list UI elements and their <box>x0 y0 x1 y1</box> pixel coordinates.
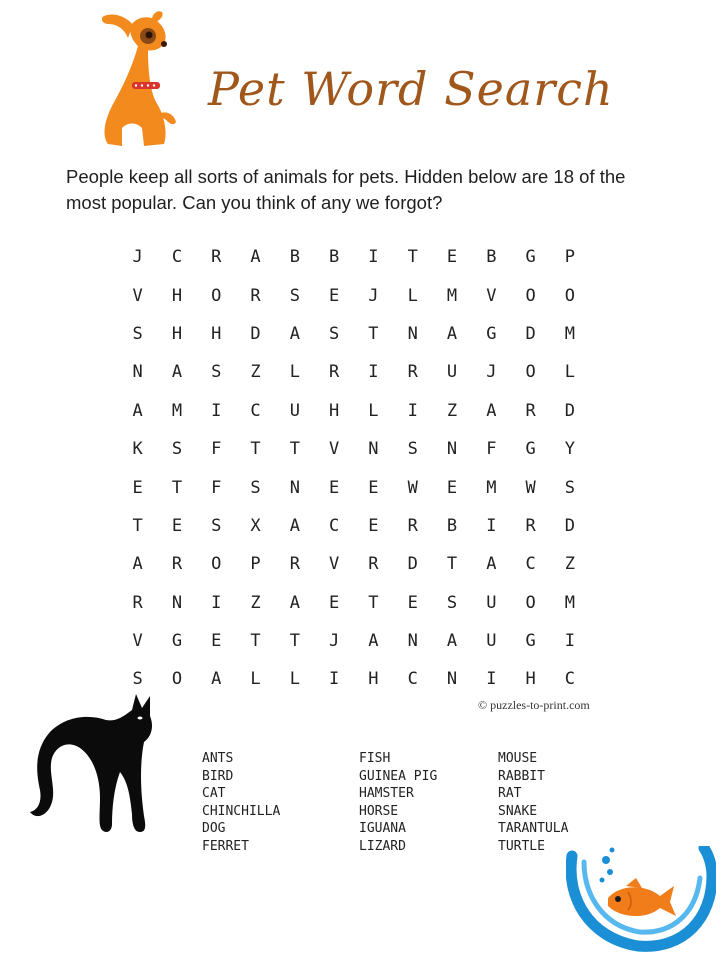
word-list-item: CHINCHILLA <box>202 803 281 819</box>
grid-letter: U <box>486 592 497 613</box>
grid-letter: T <box>446 554 458 575</box>
grid-letter: R <box>525 515 536 536</box>
word-list-column-2 <box>359 750 437 856</box>
grid-letter: Z <box>564 554 576 575</box>
grid-letter: E <box>211 631 222 652</box>
grid-letter: P <box>250 554 261 575</box>
grid-letter: P <box>564 247 576 268</box>
grid-letter: C <box>171 247 183 268</box>
grid-letter: G <box>171 631 183 652</box>
grid-letter: B <box>329 247 340 268</box>
grid-letter: N <box>132 362 143 383</box>
grid-letter: S <box>250 477 261 498</box>
grid-letter: S <box>171 439 183 460</box>
word-list-item: ANTS <box>202 751 234 766</box>
word-list-item: SNAKE <box>498 803 538 819</box>
grid-letter: A <box>289 515 300 536</box>
word-list-item: BIRD <box>202 768 234 784</box>
grid-letter: M <box>564 592 576 613</box>
grid-letter: D <box>564 400 576 421</box>
word-list-item: RAT <box>498 786 522 802</box>
grid-letter: Z <box>250 592 261 613</box>
grid-letter: R <box>250 285 261 306</box>
grid-letter: E <box>368 515 379 536</box>
grid-letter: V <box>329 554 340 575</box>
grid-letter: E <box>329 592 340 613</box>
grid-letter: E <box>329 477 340 498</box>
grid-letter: B <box>486 247 497 268</box>
grid-letter: E <box>407 592 418 613</box>
grid-letter: R <box>368 554 379 575</box>
grid-letter: A <box>171 362 183 383</box>
grid-letter: T <box>250 439 261 460</box>
grid-letter: J <box>132 247 143 268</box>
word-list-column-3 <box>498 750 568 856</box>
grid-letter: D <box>250 323 261 344</box>
grid-letter: A <box>132 554 143 575</box>
grid-letter: S <box>407 439 418 460</box>
grid-letter: H <box>525 669 536 690</box>
grid-letter: C <box>250 400 261 421</box>
grid-letter: O <box>564 285 576 306</box>
fishbowl-icon <box>566 846 716 952</box>
grid-letter: I <box>368 247 379 268</box>
grid-letter: N <box>289 477 300 498</box>
grid-letter: U <box>289 400 300 421</box>
grid-letter: J <box>329 631 340 652</box>
word-list-item: FISH <box>359 751 391 766</box>
grid-letter: R <box>132 592 143 613</box>
grid-letter: T <box>289 631 300 652</box>
grid-letter: F <box>211 477 222 498</box>
grid-letter: A <box>211 669 222 690</box>
grid-letter: N <box>368 439 379 460</box>
grid-letter: T <box>289 439 300 460</box>
grid-letter: R <box>407 515 418 536</box>
credit-text: © puzzles-to-print.com <box>478 698 590 712</box>
grid-letter: N <box>171 592 183 613</box>
grid-letter: I <box>564 631 576 652</box>
grid-letter: V <box>486 285 497 306</box>
grid-letter: A <box>289 592 300 613</box>
grid-letter: A <box>486 554 497 575</box>
grid-letter: C <box>525 554 536 575</box>
word-list-item: DOG <box>202 821 226 837</box>
grid-letter: J <box>486 362 497 383</box>
grid-letter: U <box>486 631 497 652</box>
word-list-column-1 <box>202 750 280 856</box>
grid-letter: U <box>446 362 458 383</box>
word-list-item: FERRET <box>202 838 249 854</box>
grid-letter: O <box>211 285 222 306</box>
grid-letter: E <box>446 477 458 498</box>
grid-letter: A <box>446 631 458 652</box>
grid-letter: E <box>132 477 143 498</box>
grid-letter: I <box>211 400 222 421</box>
grid-letter: T <box>250 631 261 652</box>
grid-letter: I <box>211 592 222 613</box>
grid-letter: L <box>368 400 379 421</box>
grid-letter: R <box>289 554 300 575</box>
grid-letter: M <box>446 285 458 306</box>
grid-letter: V <box>329 439 340 460</box>
grid-letter: Z <box>446 400 458 421</box>
grid-letter: I <box>486 515 497 536</box>
grid-letter: C <box>407 669 418 690</box>
grid-letter: M <box>486 477 497 498</box>
word-list-item: RABBIT <box>498 768 545 784</box>
grid-letter: M <box>564 323 576 344</box>
word-list-item: TURTLE <box>498 838 545 854</box>
grid-letter: L <box>289 362 300 383</box>
grid-letter: S <box>446 592 458 613</box>
grid-letter: G <box>525 247 536 268</box>
grid-letter: D <box>525 323 536 344</box>
grid-letter: T <box>132 515 143 536</box>
grid-letter: W <box>407 477 418 498</box>
grid-letter: R <box>329 362 340 383</box>
grid-letter: G <box>525 439 536 460</box>
grid-letter: I <box>486 669 497 690</box>
grid-letter: G <box>525 631 536 652</box>
dog-icon <box>92 10 184 150</box>
grid-letter: V <box>132 285 143 306</box>
grid-letter: N <box>446 439 458 460</box>
grid-letter: A <box>486 400 497 421</box>
grid-letter: T <box>407 247 418 268</box>
grid-letter: A <box>250 247 261 268</box>
grid-letter: V <box>132 631 143 652</box>
grid-letter: S <box>132 669 143 690</box>
grid-letter: E <box>171 515 183 536</box>
word-list-item: CAT <box>202 786 226 802</box>
grid-letter: H <box>368 669 379 690</box>
grid-letter: F <box>211 439 222 460</box>
grid-letter: G <box>486 323 497 344</box>
grid-letter: I <box>329 669 340 690</box>
grid-letter: B <box>289 247 300 268</box>
grid-letter: S <box>132 323 143 344</box>
grid-letter: F <box>486 439 497 460</box>
grid-letter: D <box>407 554 418 575</box>
word-list-item: HORSE <box>359 803 399 819</box>
grid-letter: O <box>525 285 536 306</box>
grid-letter: M <box>171 400 183 421</box>
cat-icon <box>28 692 158 837</box>
grid-letter: X <box>250 515 261 536</box>
grid-letter: H <box>171 285 183 306</box>
grid-letter: R <box>407 362 418 383</box>
grid-letter: L <box>564 362 576 383</box>
intro-text: People keep all sorts of animals for pets. Hidden below are 18 of the most popular. Can you think of any we forgot? <box>66 166 626 213</box>
letter-grid <box>118 238 590 699</box>
grid-letter: L <box>407 285 418 306</box>
grid-letter: T <box>368 592 379 613</box>
grid-letter: O <box>525 362 536 383</box>
grid-letter: C <box>564 669 576 690</box>
grid-letter: N <box>446 669 458 690</box>
grid-letter: A <box>446 323 458 344</box>
grid-letter: S <box>329 323 340 344</box>
grid-letter: I <box>368 362 379 383</box>
grid-letter: H <box>211 323 222 344</box>
grid-letter: N <box>407 323 418 344</box>
grid-letter: E <box>368 477 379 498</box>
grid-letter: C <box>329 515 340 536</box>
grid-letter: D <box>564 515 576 536</box>
grid-letter: K <box>132 439 143 460</box>
word-list-item: TARANTULA <box>498 821 569 837</box>
grid-letter: Z <box>250 362 261 383</box>
grid-letter: S <box>564 477 576 498</box>
word-list-item: LIZARD <box>359 838 406 854</box>
grid-letter: O <box>525 592 536 613</box>
grid-letter: R <box>171 554 183 575</box>
word-list-item: IGUANA <box>359 821 406 837</box>
grid-letter: S <box>211 515 222 536</box>
page-title: Pet Word Search <box>208 62 614 116</box>
grid-letter: T <box>171 477 183 498</box>
grid-letter: A <box>132 400 143 421</box>
grid-letter: A <box>368 631 379 652</box>
word-list-item: HAMSTER <box>359 786 414 802</box>
word-list-item: GUINEA PIG <box>359 768 438 784</box>
grid-letter: O <box>211 554 222 575</box>
grid-letter: E <box>446 247 458 268</box>
grid-letter: A <box>289 323 300 344</box>
grid-letter: S <box>211 362 222 383</box>
grid-letter: H <box>171 323 183 344</box>
grid-letter: T <box>368 323 379 344</box>
grid-letter: R <box>525 400 536 421</box>
grid-letter: L <box>289 669 300 690</box>
grid-letter: L <box>250 669 261 690</box>
grid-letter: W <box>525 477 536 498</box>
grid-letter: S <box>289 285 300 306</box>
grid-letter: H <box>329 400 340 421</box>
grid-letter: O <box>171 669 183 690</box>
grid-letter: N <box>407 631 418 652</box>
grid-letter: R <box>211 247 222 268</box>
grid-letter: J <box>368 285 379 306</box>
grid-letter: Y <box>564 439 576 460</box>
word-list-item: MOUSE <box>498 751 538 766</box>
grid-letter: B <box>446 515 458 536</box>
grid-letter: E <box>329 285 340 306</box>
grid-letter: I <box>407 400 418 421</box>
